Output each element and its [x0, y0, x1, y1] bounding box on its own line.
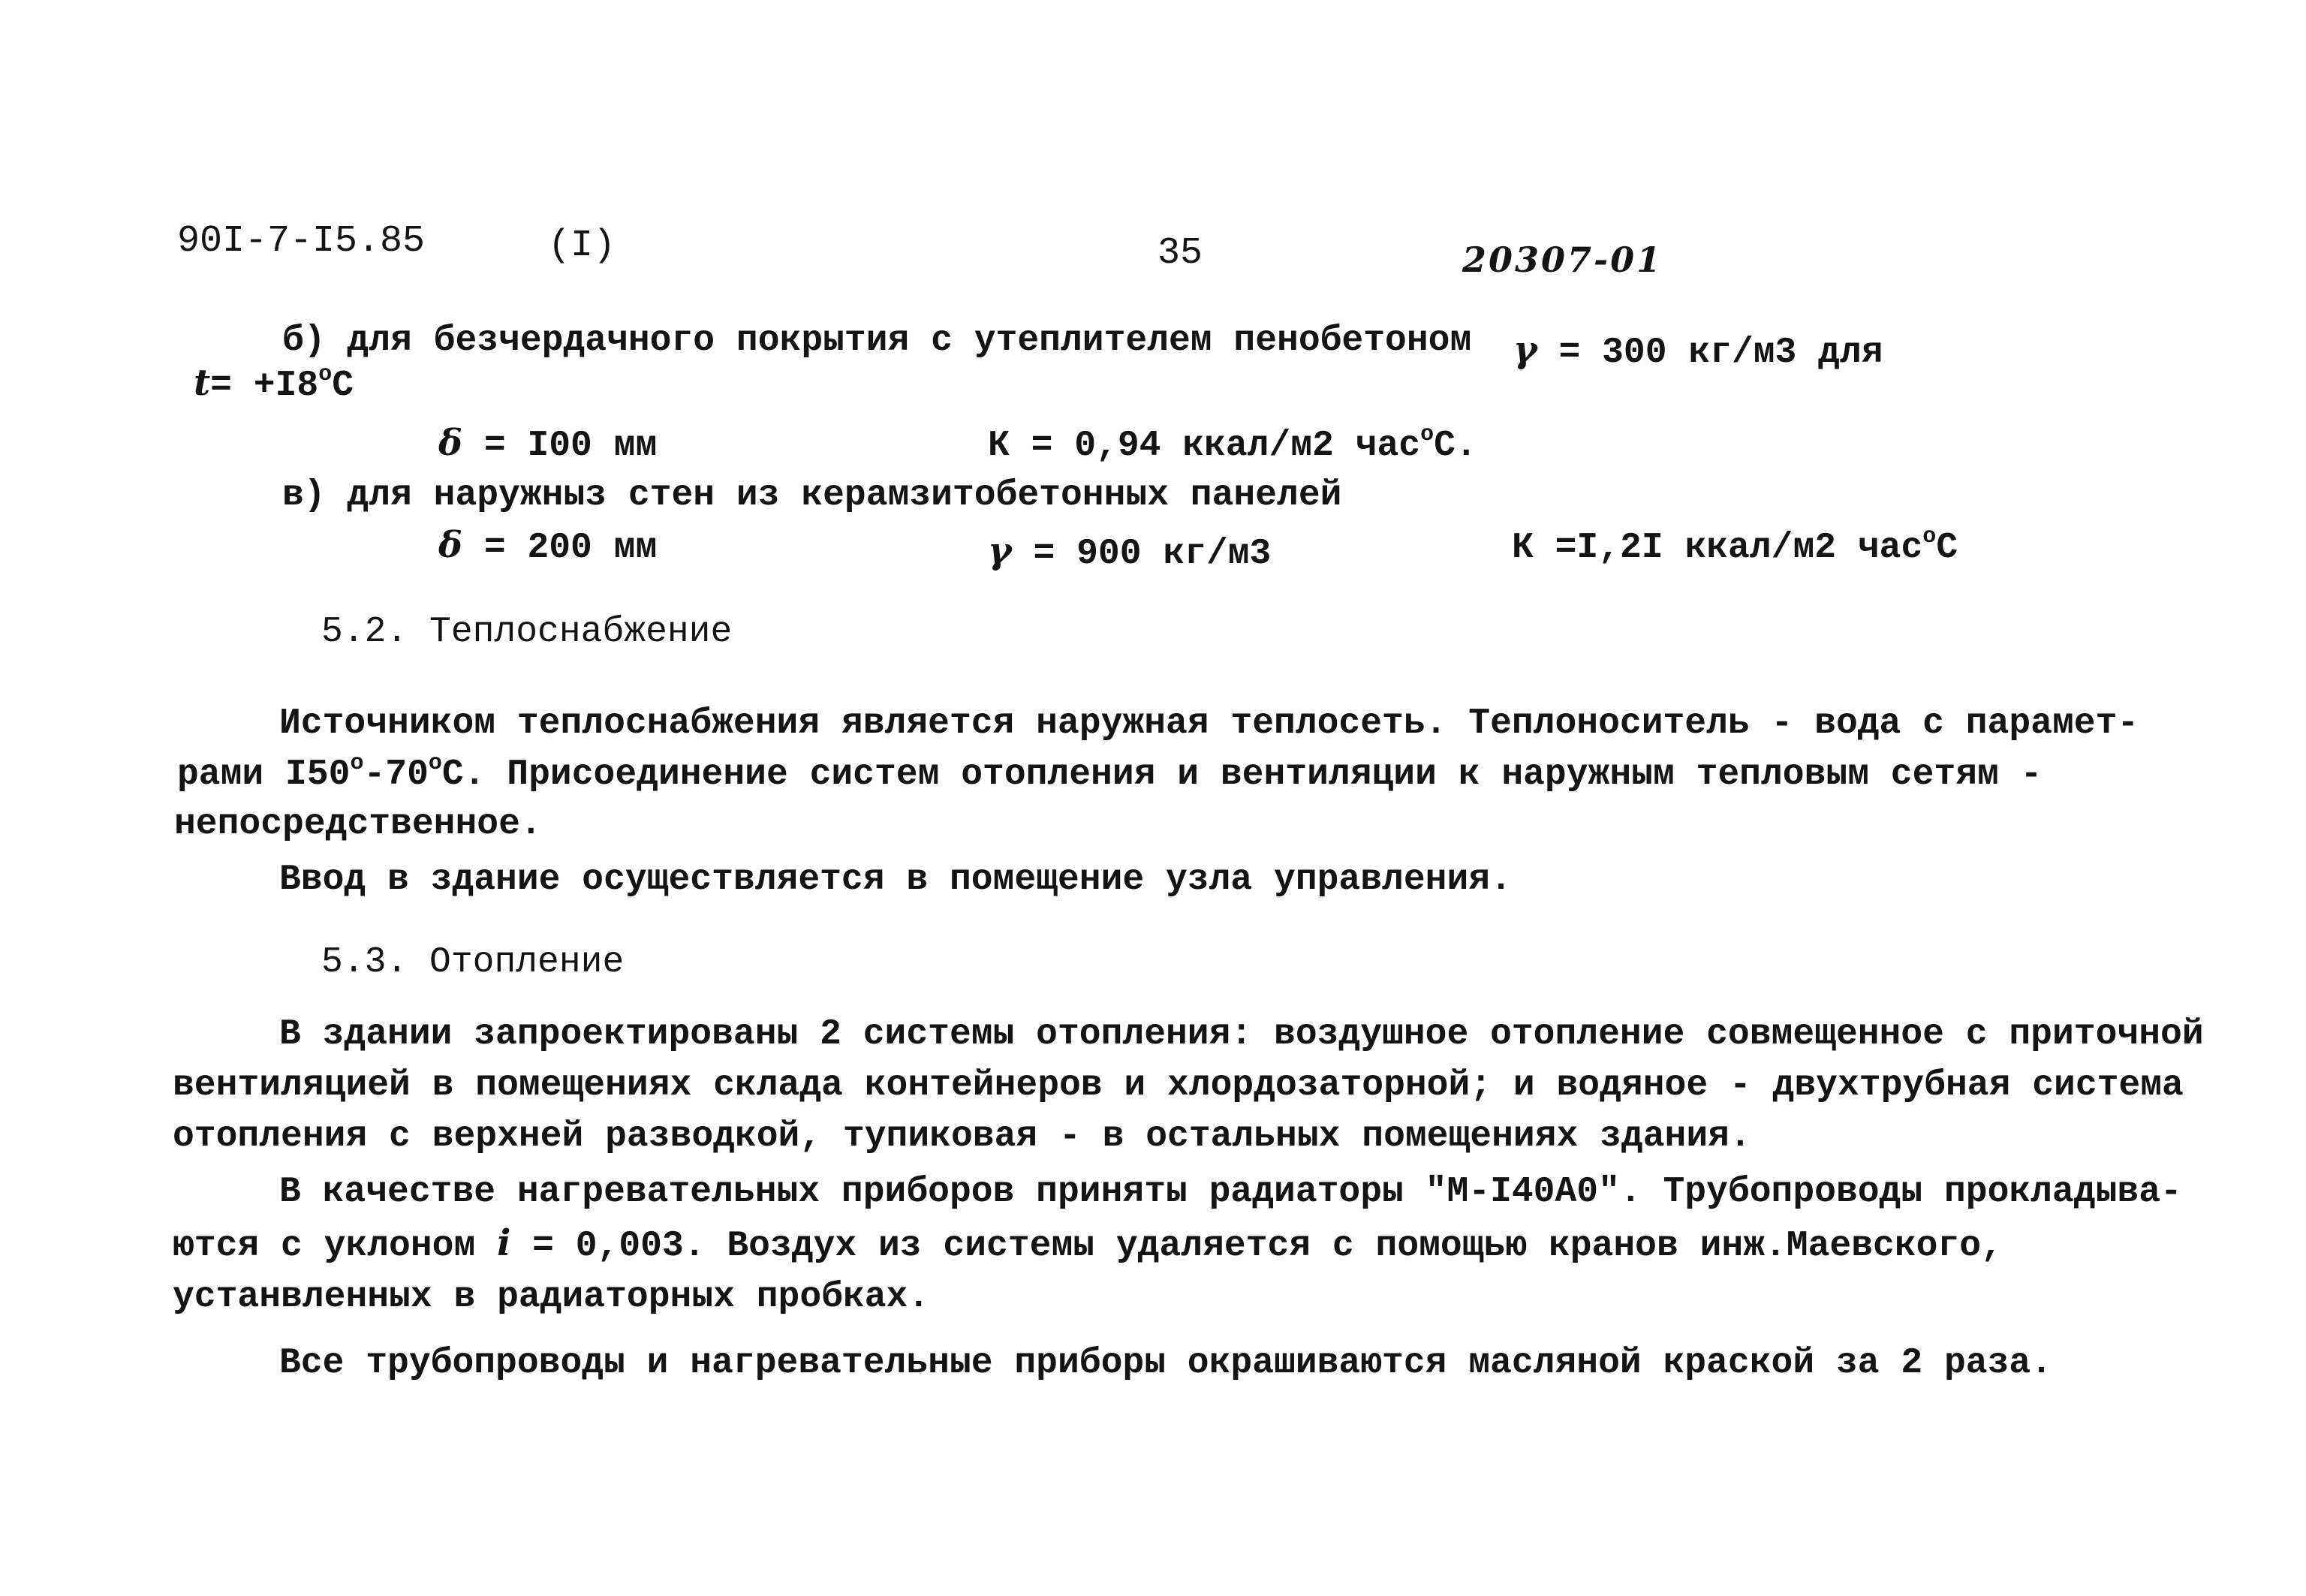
handwritten-stamp: 20307-01 [1462, 239, 1663, 280]
slope-label: ются с уклоном [173, 1226, 476, 1266]
delta-symbol: δ [438, 524, 463, 566]
section-5-3-p3: Все трубопроводы и нагревательные приборы окрашиваются масляной краской за 2 раза. [279, 1343, 2052, 1384]
k-value-text: К =I,2I ккал/м2 час [1512, 528, 1923, 568]
item-v-line1: в) для наружныз стен из керамзитобетонных панелей [282, 475, 1342, 516]
item-v-thickness [438, 522, 657, 571]
section-5-3-p1-line2: вентиляцией в помещениях склада контейнеров и хлордозаторной; и водяное - двухтрубная система [173, 1065, 2184, 1106]
degree-mark: o [428, 751, 442, 776]
degree-mark: o [1922, 524, 1937, 550]
section-5-3-p2-line2 [173, 1221, 2003, 1269]
section-5-3-p1-line1: В здании запроектированы 2 системы отопления: воздушное отопление совмещенное с приточной [279, 1014, 2204, 1055]
item-b-thickness [438, 420, 657, 468]
temp-return: -70 [363, 754, 429, 795]
t-symbol: t [194, 362, 211, 404]
item-b-line1 [282, 318, 1471, 363]
degree-mark: o [1420, 422, 1434, 447]
k-value-unit: C. [1434, 426, 1477, 466]
part-number: (I) [548, 224, 616, 267]
section-5-3-title: 5.3. Отопление [321, 942, 625, 983]
temp-unit: C [332, 366, 354, 406]
density-value: = 300 кг/м3 для [1558, 333, 1883, 373]
delta-symbol: δ [438, 422, 463, 464]
section-5-2-p1-line3: непосредственное. [174, 804, 542, 845]
page-number: 35 [1158, 232, 1203, 275]
k-value-unit: C [1936, 528, 1958, 568]
item-b-density [1513, 327, 1883, 375]
i-symbol: i [497, 1222, 511, 1264]
connection-text: С. Присоединение систем отопления и вентиляции к наружным тепловым сетям - [441, 754, 2043, 795]
section-5-2-p2: Ввод в здание осуществляется в помещение узла управления. [279, 860, 1512, 900]
item-b-k-value [988, 423, 1477, 468]
thickness-value: = I00 мм [483, 426, 658, 466]
doc-code: 90I-7-I5.85 [177, 220, 426, 263]
item-b-temp [194, 360, 354, 408]
item-b-text: б) для безчердачного покрытия с утеплителем пенобетоном [282, 321, 1472, 361]
section-5-3-p2-line3: устанвленных в радиаторных пробках. [173, 1277, 930, 1317]
gamma-symbol: γ [1513, 329, 1537, 371]
item-v-k-value [1512, 525, 1958, 571]
slope-value: = 0,003. Воздух из системы удаляется с помощью кранов инж.Маевского, [532, 1226, 2003, 1266]
temp-supply: рами I50 [177, 754, 351, 795]
section-5-3-p1-line3: отопления с верхней разводкой, тупиковая - в остальных помещениях здания. [173, 1116, 1751, 1157]
density-value: = 900 кг/м3 [1033, 534, 1272, 574]
section-5-2-title: 5.2. Теплоснабжение [321, 612, 733, 652]
temp-value: = +I8 [210, 366, 319, 406]
gamma-symbol: γ [988, 530, 1012, 572]
section-5-2-p1-line2 [177, 752, 2042, 797]
section-5-2-p1-line1: Источником теплоснабжения является наружная теплосеть. Теплоноситель - вода с парамет- [279, 703, 2139, 744]
degree-mark: o [350, 751, 364, 776]
section-5-3-p2-line1: В качестве нагревательных приборов приняты радиаторы "М-I40А0". Трубопроводы прокладыва- [279, 1172, 2182, 1212]
k-value-text: К = 0,94 ккал/м2 час [988, 426, 1421, 466]
thickness-value: = 200 мм [483, 528, 658, 568]
item-v-density [988, 528, 1271, 577]
degree-mark: o [318, 362, 333, 387]
